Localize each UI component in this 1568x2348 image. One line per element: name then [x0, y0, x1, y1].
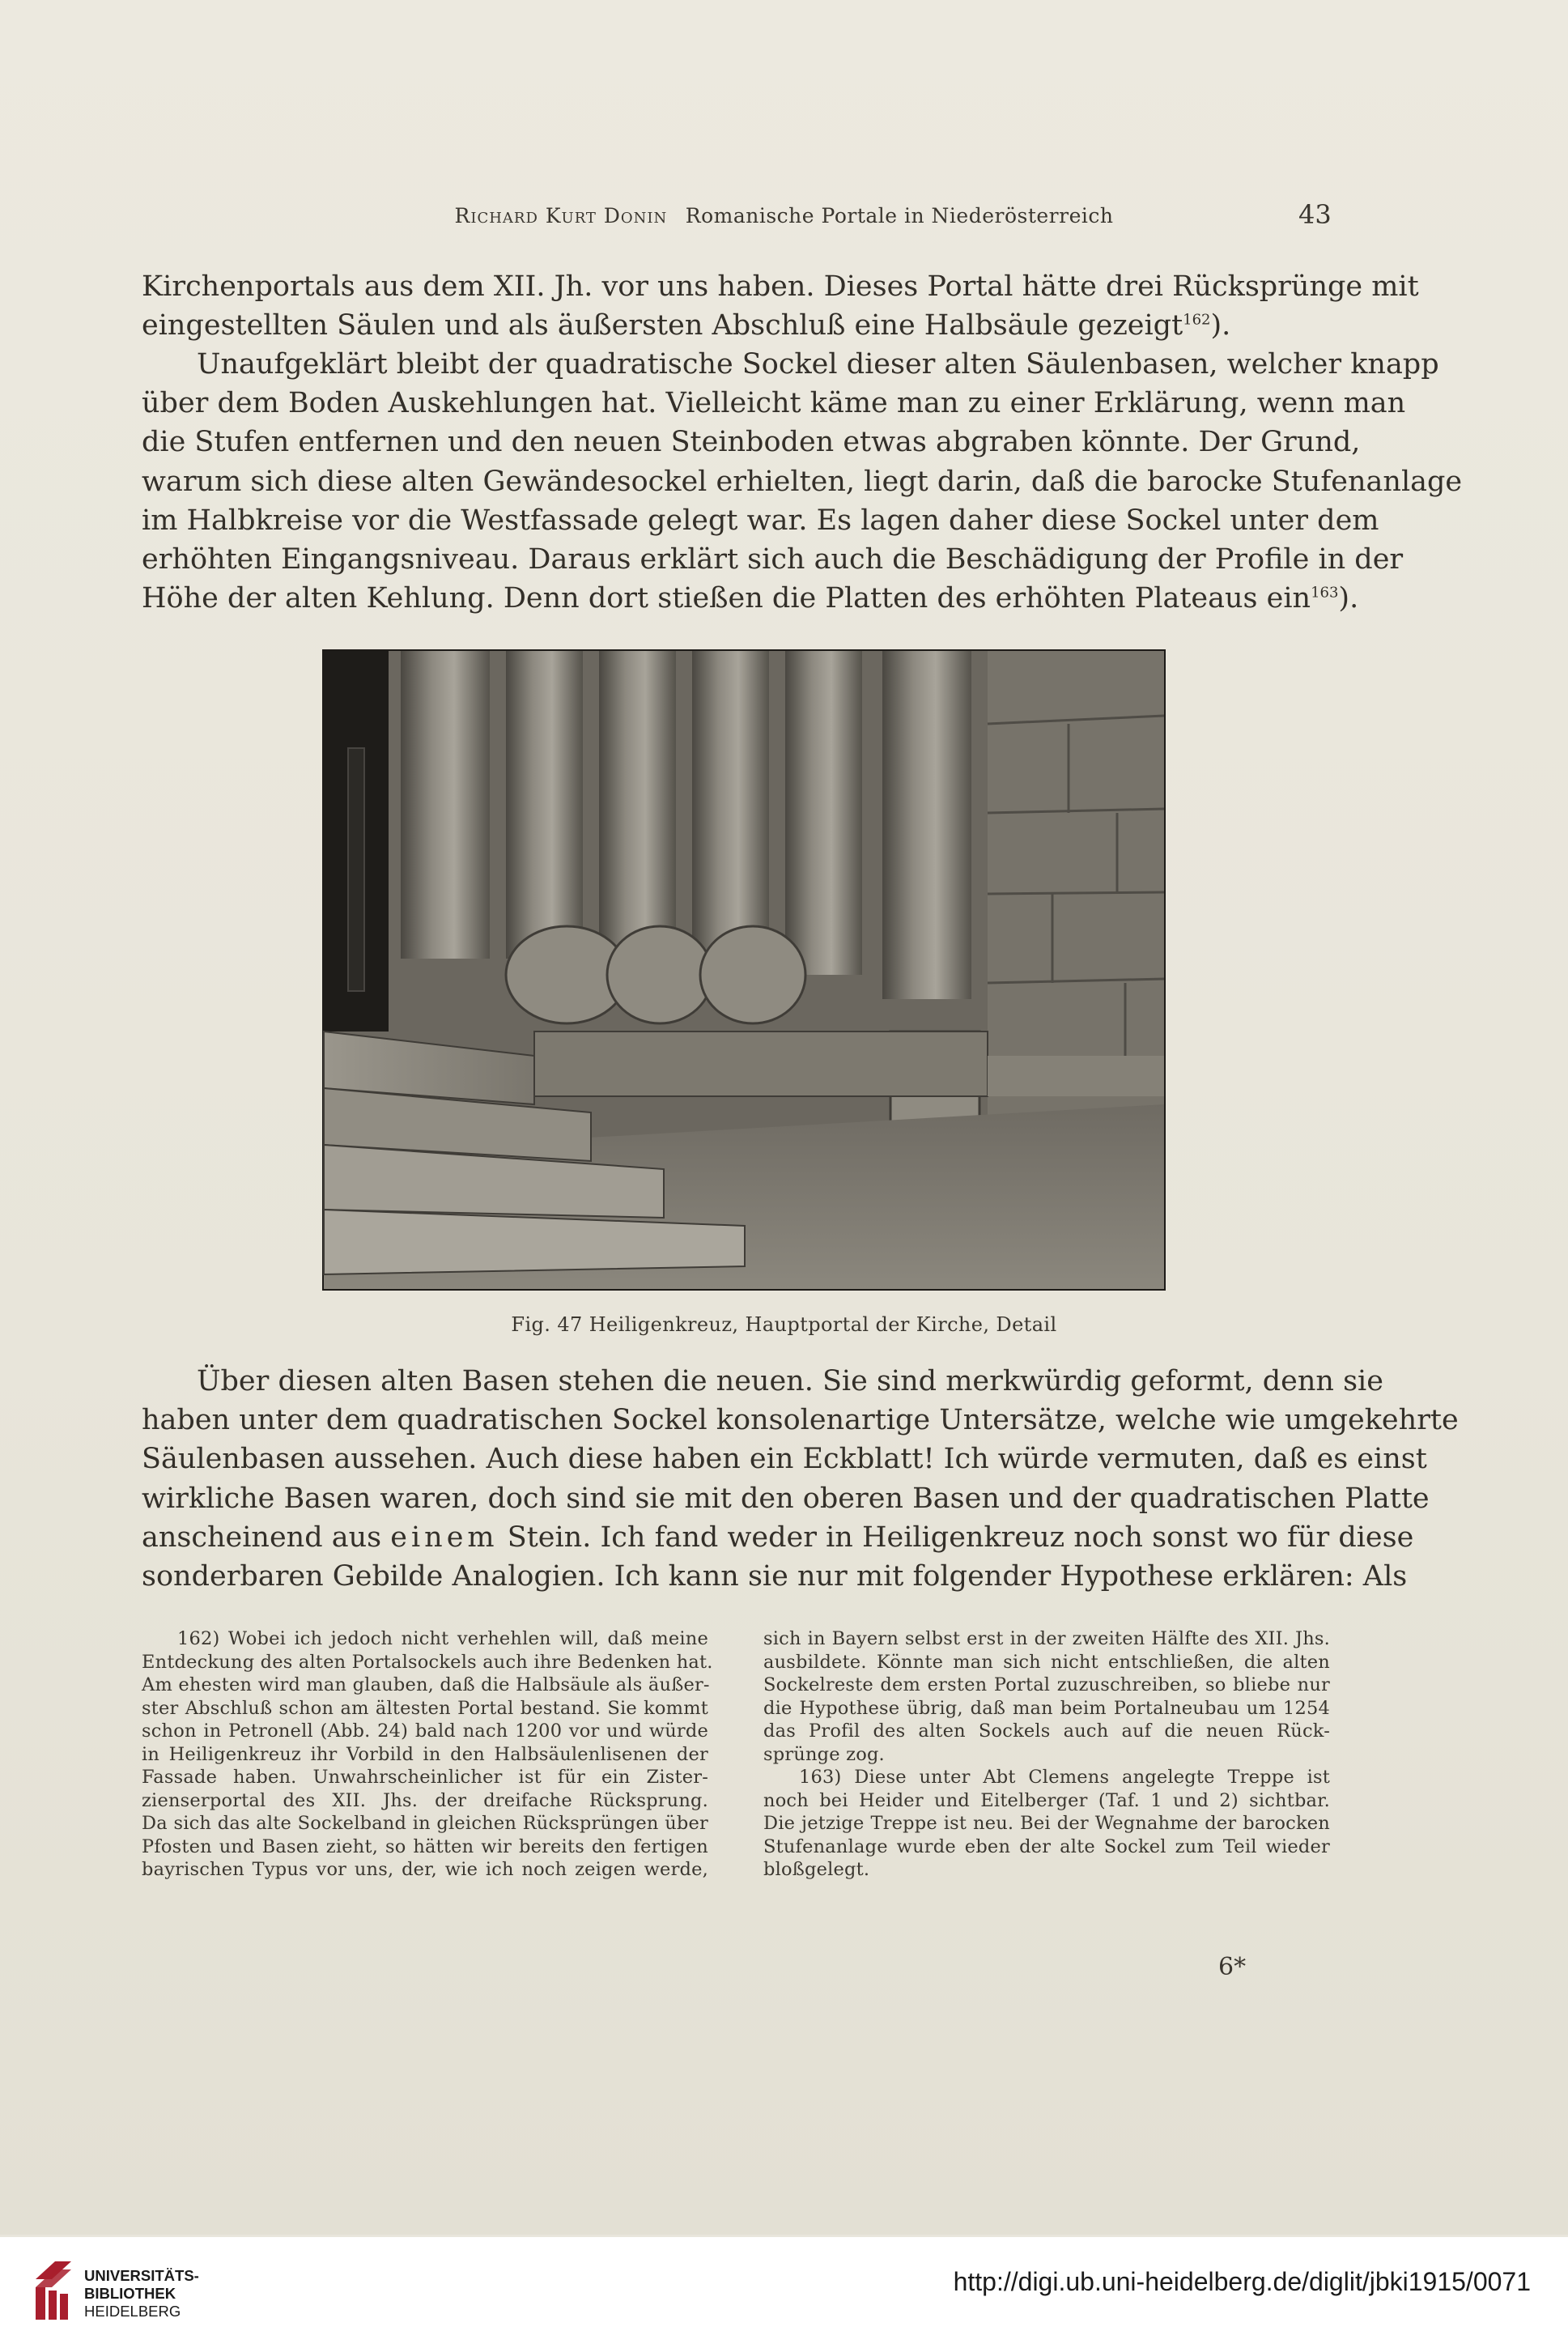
footnote-line: ausbildete. Könnte man sich nicht entschließen, die alten [763, 1651, 1330, 1673]
text-line: Unaufgeklärt bleibt der quadratische Sockel dieser alten Säulenbasen, welcher knapp [197, 348, 1439, 381]
text-line: über dem Boden Auskehlungen hat. Vielleicht käme man zu einer Erklärung, wenn man [142, 387, 1406, 420]
text-line-content: eingestellten Säulen und als äußersten Abschluß eine Halbsäule gezeigt [142, 309, 1183, 342]
footnote-line: sich in Bayern selbst erst in der zweiten Hälfte des XII. Jhs. [763, 1628, 1330, 1649]
footnote-line: Am ehesten wird man glauben, daß die Halbsäule als äußer- [142, 1674, 710, 1695]
footnote-line: noch bei Heider und Eitelberger (Taf. 1 und 2) sichtbar. [763, 1789, 1330, 1811]
page-number: 43 [1298, 199, 1332, 230]
source-url-link[interactable]: http://digi.ub.uni-heidelberg.de/diglit/jbki1915/0071 [953, 2267, 1531, 2296]
footnote-line: Entdeckung des alten Portalsockels auch ihre Bedenken hat. [142, 1651, 713, 1673]
text-line: Säulenbasen aussehen. Auch diese haben ein Eckblatt! Ich würde vermuten, daß es einst [142, 1443, 1427, 1476]
footnote-ref-162[interactable]: 162 [1183, 311, 1211, 329]
signature-mark: 6* [1218, 1953, 1247, 1981]
text-line: im Halbkreise vor die Westfassade gelegt war. Es lagen daher diese Sockel unter dem [142, 504, 1379, 537]
text-line: Kirchenportals aus dem XII. Jh. vor uns haben. Dieses Portal hätte drei Rücksprünge mit [142, 270, 1419, 303]
text-line-part: anscheinend aus [142, 1521, 391, 1554]
portal-photo-illustration [324, 651, 1164, 1289]
paragraph-1 [142, 267, 1419, 345]
text-line-end: ). [1338, 582, 1359, 615]
library-name-line: UNIVERSITÄTS- [84, 2267, 199, 2284]
footnote-line: 163) Diese unter Abt Clemens angelegte Treppe ist [799, 1767, 1330, 1788]
paragraph-3 [142, 1362, 1459, 1596]
footnote-line: Die jetzige Treppe ist neu. Bei der Wegnahme der barocken [763, 1813, 1330, 1834]
text-line [142, 306, 1344, 345]
running-head [0, 204, 1568, 228]
running-head-title: Romanische Portale in Niederösterreich [685, 204, 1114, 228]
footnote-line: zienserportal des XII. Jhs. der dreifache Rücksprung. [142, 1789, 708, 1811]
running-head-author: Richard Kurt Donin [454, 204, 668, 228]
text-line: wirkliche Basen waren, doch sind sie mit den oberen Basen und der quadratischen Platte [142, 1482, 1430, 1515]
footnote-line: das Profil des alten Sockels auch auf die neuen Rück- [763, 1721, 1330, 1742]
text-line: erhöhten Eingangsniveau. Daraus erklärt sich auch die Beschädigung der Profile in der [142, 543, 1404, 576]
footnotes-left-column [142, 1627, 713, 1882]
text-line [142, 579, 1359, 618]
text-line: haben unter dem quadratischen Sockel konsolenartige Untersätze, welche wie umgekehrte [142, 1404, 1459, 1437]
library-logo-icon[interactable] [31, 2255, 76, 2331]
figure-photo-portal-bases [322, 649, 1166, 1291]
footnote-line: die Hypothese übrig, daß man beim Portalneubau um 1254 [763, 1697, 1330, 1719]
text-line-end: ). [1210, 309, 1231, 342]
figure-caption: Fig. 47 Heiligenkreuz, Hauptportal der Kirche, Detail [511, 1313, 1057, 1336]
text-line: die Stufen entfernen und den neuen Steinboden etwas abgraben könnte. Der Grund, [142, 426, 1361, 459]
text-line-content: Höhe der alten Kehlung. Denn dort stießen die Platten des erhöhten Plateaus ein [142, 582, 1311, 615]
footnote-ref-163[interactable]: 163 [1311, 584, 1339, 602]
text-line: warum sich diese alten Gewändesockel erhielten, liegt darin, daß die barocke Stufenanlage [142, 465, 1463, 498]
footnote-line: bayrischen Typus vor uns, der, wie ich noch zeigen werde, [142, 1859, 708, 1880]
footnote-line: ster Abschluß schon am ältesten Portal bestand. Sie kommt [142, 1697, 708, 1719]
footnote-line: Da sich das alte Sockelband in gleichen Rücksprüngen über [142, 1813, 708, 1834]
paragraph-2 [142, 345, 1463, 618]
footnote-line: sprünge zog. [763, 1743, 885, 1765]
footnote-line: bloßgelegt. [763, 1859, 870, 1880]
library-name [84, 2267, 199, 2320]
footnotes-right-column [763, 1627, 1330, 1882]
text-line: Über diesen alten Basen stehen die neuen. Sie sind merkwürdig geformt, denn sie [197, 1365, 1383, 1397]
library-name-line: BIBLIOTHEK [84, 2285, 176, 2302]
footnote-line: 162) Wobei ich jedoch nicht verhehlen will, daß meine [177, 1628, 708, 1649]
footnote-line: Stufenanlage wurde eben der alte Sockel zum Teil wieder [763, 1835, 1330, 1857]
footnote-line: Sockelreste dem ersten Portal zuzuschreiben, so bliebe nur [763, 1674, 1330, 1695]
text-line: sonderbaren Gebilde Analogien. Ich kann sie nur mit folgender Hypothese erklären: Als [142, 1560, 1408, 1593]
text-line-part: Stein. Ich fand weder in Heiligenkreuz noch sonst wo für diese [498, 1521, 1414, 1554]
text-line-emphasis: einem [390, 1521, 499, 1554]
footnote-line: in Heiligenkreuz ihr Vorbild in den Halbsäulenlisenen der [142, 1743, 708, 1765]
footnote-line: Fassade haben. Unwahrscheinlicher ist für ein Zister- [142, 1767, 708, 1788]
text-line [142, 1518, 1414, 1557]
footnote-line: Pfosten und Basen zieht, so hätten wir bereits den fertigen [142, 1835, 708, 1857]
library-name-line: HEIDELBERG [84, 2303, 181, 2320]
footnote-line: schon in Petronell (Abb. 24) bald nach 1200 vor und würde [142, 1721, 708, 1742]
